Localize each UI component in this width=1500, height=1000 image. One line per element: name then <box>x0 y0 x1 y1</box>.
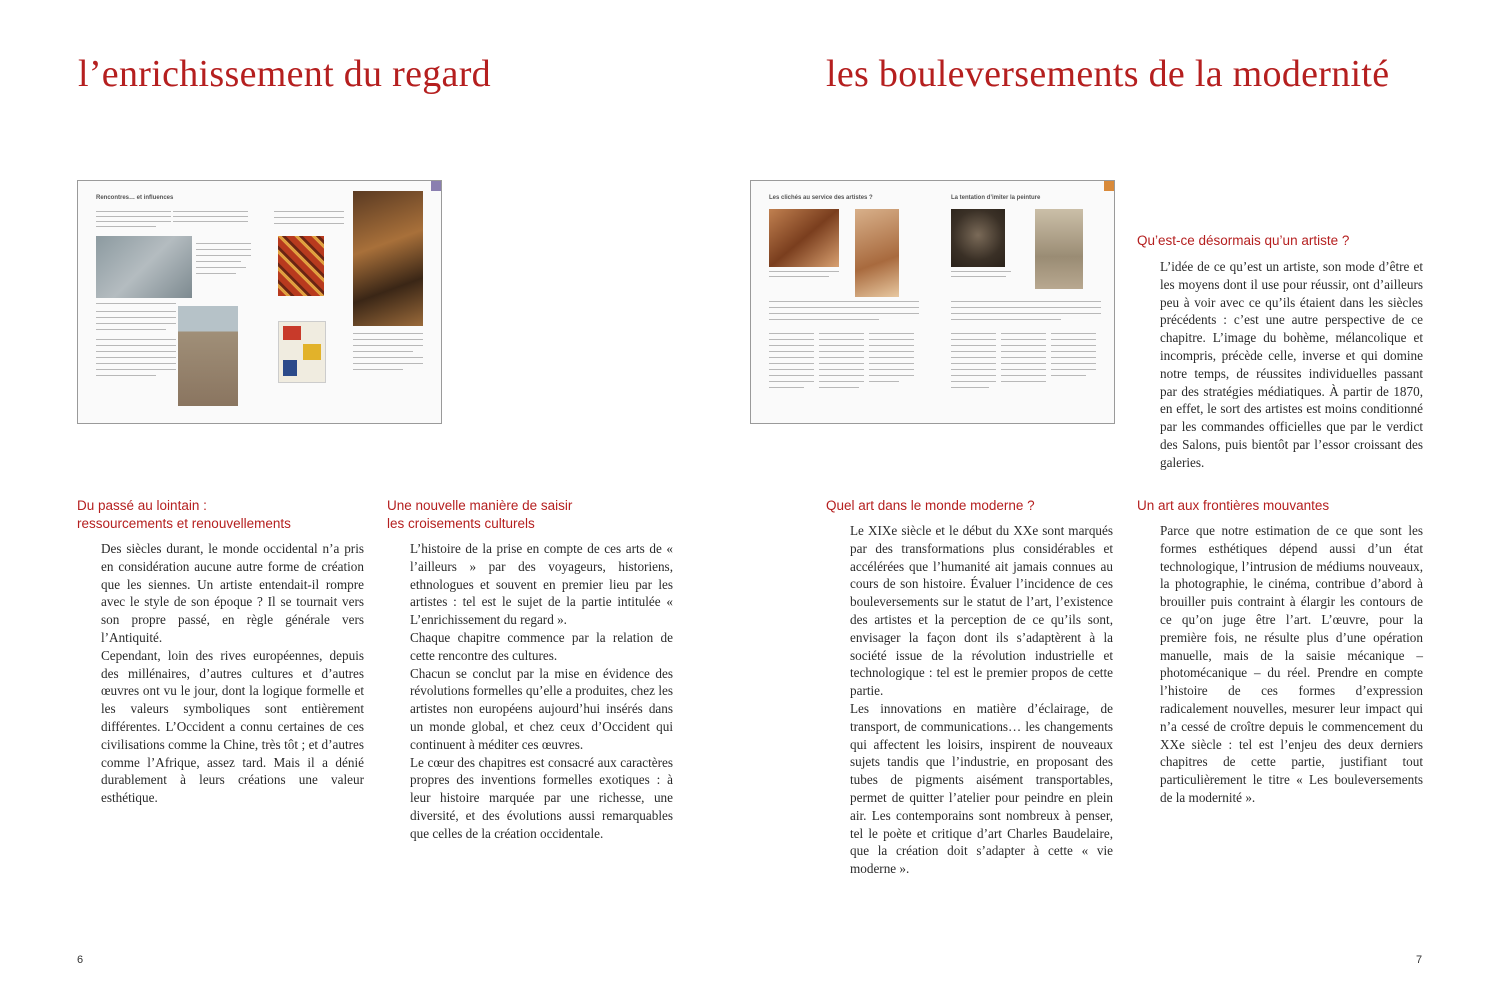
section-heading-art-in-modern-world <box>826 497 1035 515</box>
body-column-what-is-an-artist <box>1160 258 1423 472</box>
thumbnail-photo-cathedral <box>1035 209 1083 289</box>
thumbnail-photo-sepia-1 <box>769 209 839 267</box>
paragraph: Cependant, loin des rives européennes, depuis des millénaires, d’autres cultures et d’autres œuvres ont vu le jour, dont la logique formelle et les valeurs symboliques sont entièrement différentes. L’Occident a connu certaines de ces civilisations comme la Chine, très tôt ; et d’autres comme l’Afrique, assez tard. Mais il a dénié durablement à leurs créations une valeur esthétique. <box>101 647 364 806</box>
body-column-art-in-modern-world <box>850 522 1113 878</box>
right-page-title: les bouleversements de la modernité <box>826 53 1390 95</box>
left-page-title: l’enrichissement du regard <box>78 53 491 95</box>
thumbnail-tab <box>1104 181 1114 191</box>
body-column-past-and-distant <box>101 540 364 807</box>
section-heading-shifting-frontiers <box>1137 497 1329 515</box>
body-column-shifting-frontiers <box>1160 522 1423 807</box>
thumbnail-photo-landscape <box>96 236 192 298</box>
paragraph: Le cœur des chapitres est consacré aux caractères propres des inventions formelles exotiques : à leur histoire marquée par une richesse, une diversité, et des évolutions aussi remarquables que celles de la création occidentale. <box>410 754 673 841</box>
paragraph: Chaque chapitre commence par la relation de cette rencontre des cultures. <box>410 629 673 663</box>
paragraph: Parce que notre estimation de ce que sont les formes esthétiques dépend aussi d’un état technologique, l’intrusion de médiums nouveaux, la photographie, le cinéma, contribue d’abord à brouiller puis contraint à élargir les contours de ce qu’on juge être l’art. L’œuvre, pour la première fois, ne résulte plus d’une opération manuelle, mais de la saisie mécanique – photomécanique – du réel. Prendre en compte l’histoire de ces formes d’expression radicalement nouvelles, mesurer leur impact qui n’a cessé de croître depuis le commencement du XXe siècle : tel est l’enjeu des deux derniers chapitres de cette partie, justifiant tout particulièrement le titre « Les bouleversements de la modernité ». <box>1160 523 1423 805</box>
thumbnail-heading: La tentation d’imiter la peinture <box>951 195 1041 201</box>
thumbnail-heading: Les clichés au service des artistes ? <box>769 195 873 201</box>
thumbnail-photo-desert <box>178 306 238 406</box>
thumbnail-photo-mondrian <box>278 321 326 383</box>
paragraph: L’idée de ce qu’est un artiste, son mode d’être et les moyens dont il use pour réussir, ont d’ailleurs peu à voir avec ce qu’ils étaient dans les siècles précédents : c’est une autre perspective de ce chapitre. L’image du bohème, mélancolique et incompris, précède celle, inverse et qui domine notre temps, de réussites individuelles passant par des stratégies médiatiques. À partir de 1870, en effet, le sort des artistes est moins conditionné par les commandes officielles que par le verdict des Salons, puis bientôt par l’essor croissant des galeries. <box>1160 259 1423 470</box>
section-heading-cultural-crossings <box>387 497 572 533</box>
heading-line: les croisements culturels <box>387 516 535 531</box>
heading-line: Du passé au lointain : <box>77 498 207 513</box>
heading-line: Quel art dans le monde moderne ? <box>826 498 1035 513</box>
paragraph: Le XIXe siècle et le début du XXe sont marqués par des transformations plus considérables et accélérées que l’humanité ait jamais connues au cours de son histoire. Évaluer l’incidence de ces bouleversements sur le statut de l’art, l’existence des artistes et la perception de ce qu’ils sont, envisager la façon dont ils s’adaptèrent à la société issue de la révolution industrielle et technologique : tel est le premier propos de cette partie. <box>850 523 1113 699</box>
paragraph: Chacun se conclut par la mise en évidence des révolutions formelles qu’elle a produites, chez les artistes non européens aujourd’hui insérés dans un monde global, et chez ceux d’Occident qui continuent à méditer ces œuvres. <box>410 665 673 752</box>
left-spread-thumbnail <box>77 180 442 424</box>
thumbnail-photo-portrait <box>951 209 1005 267</box>
thumbnail-photo-red-textile <box>278 236 324 296</box>
thumbnail-photo-altarpiece <box>353 191 423 326</box>
thumbnail-tab <box>431 181 441 191</box>
heading-line: Un art aux frontières mouvantes <box>1137 498 1330 513</box>
thumbnail-photo-sepia-2 <box>855 209 899 297</box>
heading-line: Qu’est-ce désormais qu’un artiste ? <box>1137 233 1350 248</box>
section-heading-what-is-an-artist <box>1137 232 1349 250</box>
paragraph: Des siècles durant, le monde occidental n’a pris en considération aucune autre forme de création que les siennes. Un artiste entendait-il rompre avec le style de son époque ? Il se tournait vers son propre passé, en règle générale vers l’Antiquité. <box>101 541 364 645</box>
paragraph: Les innovations en matière d’éclairage, de transport, de communications… les changements qui affectent les loisirs, inspirent de nouveaux sujets tandis que l’industrie, en proposant des tubes de pigments aisément transportables, permet de quitter l’atelier pour peindre en plein air. Les contemporains sont nombreux à penser, tel le poète et critique d’art Charles Baudelaire, que la création doit s’adapter à cette « vie moderne ». <box>850 700 1113 877</box>
right-spread-thumbnail <box>750 180 1115 424</box>
body-column-cultural-crossings <box>410 540 673 843</box>
thumbnail-heading: Rencontres… et influences <box>96 195 174 201</box>
heading-line: ressourcements et renouvellements <box>77 516 291 531</box>
section-heading-past-and-distant <box>77 497 291 533</box>
heading-line: Une nouvelle manière de saisir <box>387 498 573 513</box>
page-number-left: 6 <box>77 954 84 966</box>
paragraph: L’histoire de la prise en compte de ces arts de « l’ailleurs » par des voyageurs, historiens, ethnologues et souvent en premier lieu par les artistes : tel est le sujet de la partie intitulée « L’enrichissement du regard ». <box>410 541 673 628</box>
page-number-right: 7 <box>1416 954 1423 966</box>
